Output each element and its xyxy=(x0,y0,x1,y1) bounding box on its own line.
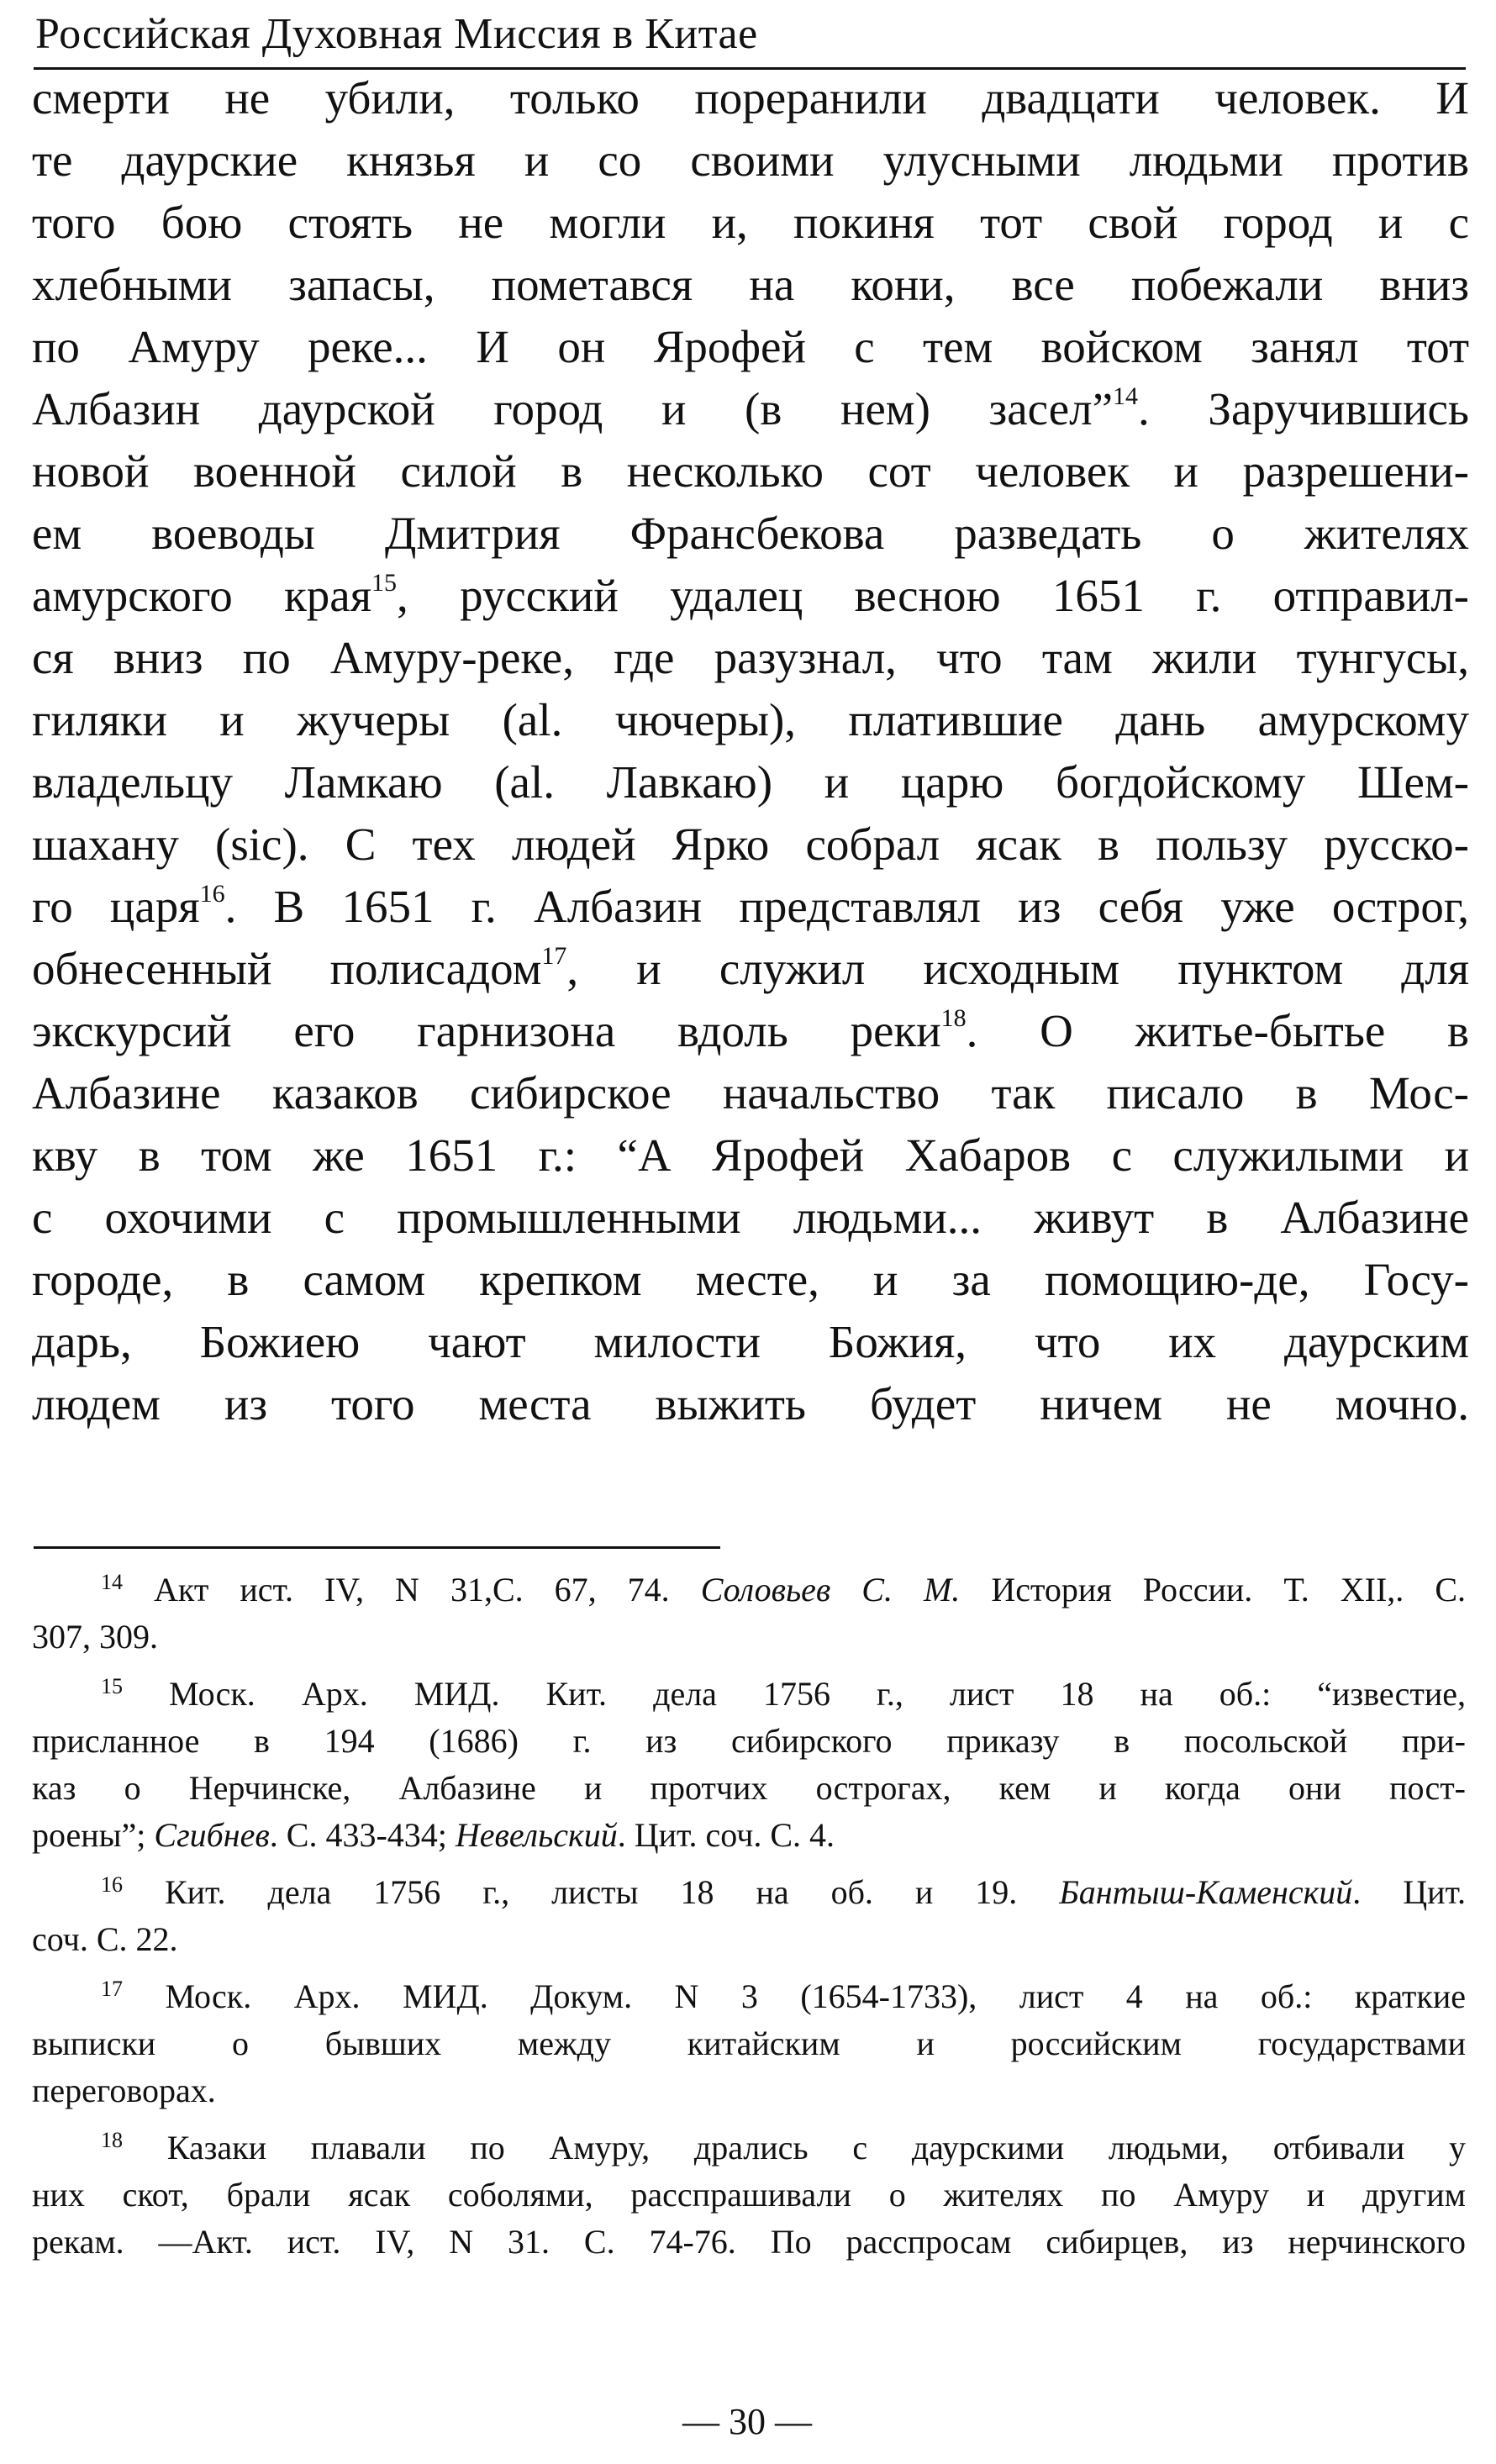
footnotes xyxy=(32,1566,1466,2276)
footnote-line xyxy=(32,1566,1466,1614)
author-name: Бантыш-Каменский xyxy=(1059,1873,1353,1911)
text-line xyxy=(32,1062,1469,1124)
text-line xyxy=(32,1311,1469,1373)
footnote-line xyxy=(32,1765,1466,1812)
text-run: экскурсий его гарнизона вдоль реки xyxy=(32,1005,941,1056)
text-run: по Амуру реке... И он Ярофей с тем войском занял тот xyxy=(32,321,1469,372)
footnote-text: рекам. —Акт. ист. IV, N 31. С. 74-76. По расспросам сибирцев, из нерчинского xyxy=(32,2223,1466,2261)
footnote-text: роены”; xyxy=(32,1816,155,1854)
footnote-text: . С. 433-434; xyxy=(269,1816,456,1854)
text-run: владельцу Ламкаю (al. Лавкаю) и царю богдойскому Шем- xyxy=(32,756,1469,808)
footnote-line xyxy=(32,1671,1466,1718)
text-run: ем воеводы Дмитрия Франсбекова разведать о жителях xyxy=(32,508,1469,559)
text-run: шахану (sic). С тех людей Ярко собрал ясак в пользу русско- xyxy=(32,819,1469,870)
running-head: Российская Духовная Миссия в Китае xyxy=(35,10,758,58)
text-line xyxy=(32,378,1469,440)
text-run: , и служил исходным пунктом для xyxy=(566,943,1469,994)
footnote-number: 17 xyxy=(101,1977,123,2001)
text-line xyxy=(32,1187,1469,1249)
text-line xyxy=(32,938,1469,1000)
book-page xyxy=(29,0,1470,2464)
text-line xyxy=(32,316,1469,378)
text-run: дарь, Божиею чают милости Божия, что их даурским xyxy=(32,1316,1469,1367)
footnote-line xyxy=(32,1916,1466,1963)
footnote-line xyxy=(32,1869,1466,1916)
text-line xyxy=(32,1373,1469,1435)
footnote-line xyxy=(32,2124,1466,2172)
footnote-text: каз о Нерчинске, Албазине и протчих острогах, кем и когда они пост- xyxy=(32,1769,1466,1807)
text-run: новой военной силой в несколько сот человек и разрешени- xyxy=(32,445,1469,497)
text-line xyxy=(32,565,1469,627)
text-run: . Заручившись xyxy=(1138,383,1469,434)
footnote-line xyxy=(32,2172,1466,2219)
text-line xyxy=(32,192,1469,254)
footnote-number: 18 xyxy=(101,2128,123,2152)
footnote-text: соч. С. 22. xyxy=(32,1920,178,1958)
footnote-text: них скот, брали ясак соболями, расспрашивали о жителях по Амуру и другим xyxy=(32,2176,1466,2214)
footnote-line xyxy=(32,2219,1466,2266)
footnote-text: . Цит. xyxy=(1352,1873,1467,1911)
text-run: смерти не убили, только пореранили двадцати человек. И xyxy=(32,72,1469,124)
footnote-number: 15 xyxy=(101,1674,123,1698)
footnote-text: . Цит. соч. С. 4. xyxy=(617,1816,835,1854)
footnote-number: 14 xyxy=(101,1570,123,1594)
text-run: Албазине казаков сибирское начальство так писало в Мос- xyxy=(32,1067,1469,1119)
author-name: Соловьев С. М. xyxy=(700,1571,961,1608)
footnote-line xyxy=(32,1614,1466,1661)
text-run: того бою стоять не могли и, покиня тот свой город и с xyxy=(32,197,1469,248)
footnote-ref: 18 xyxy=(940,1004,967,1032)
footnote-ref: 17 xyxy=(541,942,567,970)
footnote-text: История России. Т. XII,. С. xyxy=(960,1571,1466,1608)
text-line xyxy=(32,503,1469,565)
text-line xyxy=(32,813,1469,876)
text-line xyxy=(32,129,1469,192)
text-run: ся вниз по Амуру-реке, где разузнал, что там жили тунгусы, xyxy=(32,632,1469,683)
text-run: обнесенный полисадом xyxy=(32,943,542,994)
footnote-text: 307, 309. xyxy=(32,1618,158,1656)
footnote-text: Моск. Арх. МИД. Кит. дела 1756 г., лист 18 на об.: “известие, xyxy=(169,1675,1466,1713)
text-run: те даурские князья и со своими улусными людьми против xyxy=(32,134,1469,186)
text-run: . О житье-бытье в xyxy=(966,1005,1470,1056)
text-line xyxy=(32,627,1469,689)
footnote-14 xyxy=(32,1566,1466,1661)
footnote-text: переговорах. xyxy=(32,2072,216,2109)
text-line xyxy=(32,1000,1469,1062)
footnote-15 xyxy=(32,1671,1466,1859)
text-run: амурского края xyxy=(32,570,372,621)
page-number: — 30 — xyxy=(682,2401,812,2442)
text-run: . В 1651 г. Албазин представлял из себя уже острог, xyxy=(224,881,1469,932)
footnote-ref: 14 xyxy=(1113,382,1139,410)
footnote-line xyxy=(32,1973,1466,2020)
footnote-text: Кит. дела 1756 г., листы 18 на об. и 19. xyxy=(164,1873,1060,1911)
text-line xyxy=(32,1124,1469,1187)
footnote-17 xyxy=(32,1973,1466,2114)
text-line xyxy=(32,876,1469,938)
footnote-text: выписки о бывших между китайским и российским государствами xyxy=(32,2024,1466,2062)
footnote-line xyxy=(32,1718,1466,1765)
text-run: кву в том же 1651 г.: “А Ярофей Хабаров с служилыми и xyxy=(32,1129,1469,1181)
text-run: с охочими с промышленными людьми... живут в Албазине xyxy=(32,1192,1469,1243)
footnote-18 xyxy=(32,2124,1466,2266)
footnote-ref: 15 xyxy=(371,569,398,597)
footnote-ref: 16 xyxy=(199,880,225,908)
text-line xyxy=(32,440,1469,503)
footnote-text: Казаки плавали по Амуру, дрались с даурскими людьми, отбивали у xyxy=(166,2129,1466,2167)
footnote-text: Моск. Арх. МИД. Докум. N 3 (1654-1733), лист 4 на об.: краткие xyxy=(165,1977,1466,2015)
text-line xyxy=(32,689,1469,751)
text-run: гиляки и жучеры (al. чючеры), платившие дань амурскому xyxy=(32,694,1469,745)
text-run: хлебными запасы, пометався на кони, все побежали вниз xyxy=(32,259,1469,310)
text-run: Албазин даурской город и (в нем) засел” xyxy=(32,383,1114,434)
footnote-line xyxy=(32,1812,1466,1859)
footnote-text: присланное в 194 (1686) г. из сибирского приказу в посольской при- xyxy=(32,1722,1466,1760)
text-line xyxy=(32,67,1469,129)
footnote-text: Акт ист. IV, N 31,С. 67, 74. xyxy=(154,1571,701,1608)
text-run: городе, в самом крепком месте, и за помощию-де, Госу- xyxy=(32,1254,1469,1305)
footnote-number: 16 xyxy=(101,1872,123,1897)
text-run: людем из того места выжить будет ничем не мочно. xyxy=(32,1378,1469,1429)
text-line xyxy=(32,751,1469,813)
footnote-16 xyxy=(32,1869,1466,1963)
author-name: Сгибнев xyxy=(154,1816,270,1854)
footnote-line xyxy=(32,2020,1466,2067)
author-name: Невельский xyxy=(455,1816,618,1854)
footnote-rule xyxy=(34,1546,720,1549)
text-run: го царя xyxy=(32,881,200,932)
footnote-line xyxy=(32,2067,1466,2114)
text-line xyxy=(32,1249,1469,1311)
text-line xyxy=(32,254,1469,316)
main-text xyxy=(32,67,1469,1435)
text-run: , русский удалец весною 1651 г. отправил- xyxy=(397,570,1469,621)
